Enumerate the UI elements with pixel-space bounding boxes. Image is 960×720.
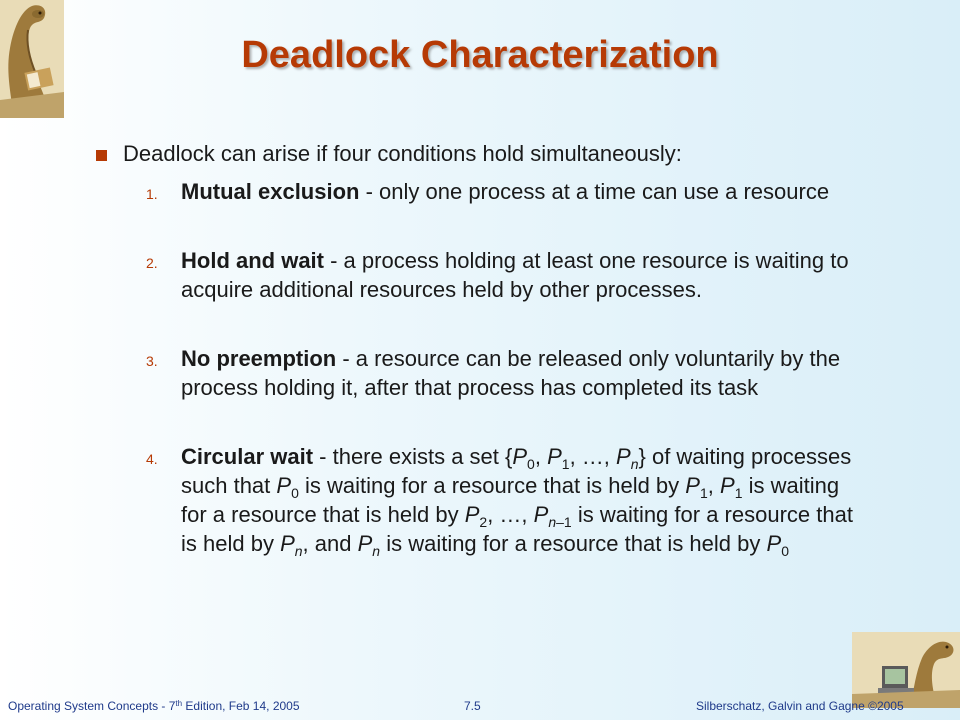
- condition-term: Hold and wait: [181, 248, 324, 273]
- main-bullet: [96, 141, 682, 167]
- footer-authors: Silberschatz, Galvin and Gagne ©2005: [696, 699, 904, 713]
- condition-term: No preemption: [181, 346, 337, 371]
- condition-text: [181, 246, 866, 304]
- square-bullet-icon: [96, 150, 107, 161]
- condition-description: - a process holding at least one resource is waiting to acquire additional resources held by other processes.: [181, 248, 849, 302]
- condition-description: - only one process at a time can use a resource: [359, 179, 830, 204]
- condition-number: 3.: [146, 353, 158, 369]
- footer-title-prefix: Operating System Concepts - 7: [8, 699, 176, 713]
- condition-item-2: [146, 246, 866, 304]
- condition-text: [181, 177, 866, 206]
- condition-description: - a resource can be released only voluntarily by the process holding it, after that process has completed its task: [181, 346, 841, 400]
- footer-page-number: 7.5: [464, 699, 481, 713]
- condition-number: 1.: [146, 186, 158, 202]
- condition-text: [181, 344, 866, 402]
- slide-title: Deadlock Characterization: [241, 34, 719, 76]
- condition-item-4: [146, 442, 866, 558]
- condition-term: Mutual exclusion: [181, 179, 360, 204]
- condition-text: [181, 442, 866, 558]
- footer-book-title: [8, 699, 300, 713]
- condition-number: 4.: [146, 451, 158, 467]
- condition-item-3: [146, 344, 866, 402]
- condition-item-1: [146, 177, 866, 206]
- main-bullet-text: Deadlock can arise if four conditions hold simultaneously:: [123, 141, 682, 166]
- condition-description: - there exists a set {$P_0$, $P_1$, …, $P_n$} of waiting processes such that $P_0$ is waiting for a resource that is held by $P_1$, $P_1$ is waiting for a resource that is held by $P_2$, …, $P_{n-1}$ is waiting for a resource that is held by $P_n$, and $P_n$ is waiting for a resource that is held by $P_0$: [181, 444, 853, 559]
- footer-title-sup: th: [175, 699, 183, 708]
- footer-title-suffix: Edition, Feb 14, 2005: [182, 699, 300, 713]
- condition-term: Circular wait: [181, 444, 314, 469]
- condition-number: 2.: [146, 255, 158, 271]
